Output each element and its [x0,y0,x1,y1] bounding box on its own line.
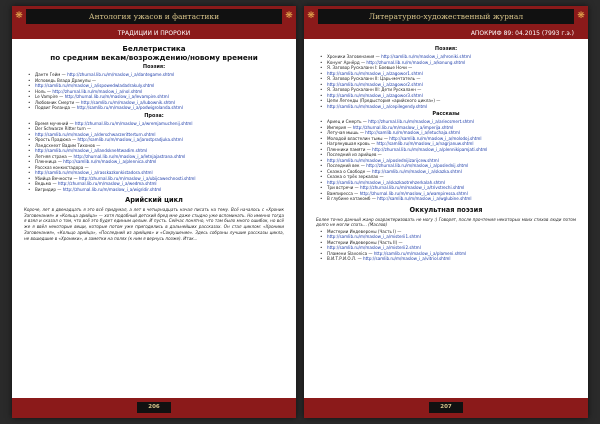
fiction-subtitle: по средним векам/возрождению/новому времени [50,53,258,62]
list-item [316,104,576,110]
item-link[interactable]: http://zhurnal.lib.ru/m/maslow_i_a/imperija.shtml [352,124,454,130]
item-link[interactable]: http://zhurnal.lib.ru/m/maslow_i_a/trivstrechi.shtml [360,185,465,190]
item-link[interactable]: http://zhurnal.lib.ru/m/maslow_i_a/levampire.shtml [64,94,169,99]
item-title: Молодой властелин тьмы — [327,135,390,141]
item-title: Данте Гейм — [35,72,68,77]
item-link[interactable]: http://samlib.ru/m/maslow_i_a/poslednijizarijcew.shtml [327,157,439,163]
item-link[interactable]: http://samlib.ru/m/maslow_i_a/jarostpradjuka.shtml [77,137,183,142]
item-title: Мистерии Индевероны (Часть I) — [327,228,402,234]
item-link[interactable]: http://samlib.ru/m/maslow_i_a/wglubine.shtml [377,196,472,201]
item-link[interactable]: http://zhurnal.lib.ru/m/maslow_i_a/ariecsmert.shtml [368,119,474,124]
item-title: Подвиг Роланда — [35,105,77,110]
item-link[interactable]: http://samlib.ru/m/maslow_i_a/podwigrolanda.shtml [76,105,183,110]
left-page [12,6,296,418]
item-link[interactable]: http://samlib.ru/m/maslow_i_a/misterii2.shtml [327,245,421,251]
item-link[interactable]: http://zhurnal.lib.ru/m/maslow_i_a/letnjajastrana.shtml [73,153,186,159]
item-link[interactable]: http://zhurnal.lib.ru/m/maslow_i_a/wremjamuchenij.shtml [74,120,193,126]
stories-list [316,119,576,202]
item-link[interactable]: http://samlib.ru/m/maslow_i_a/plameni.shtml [373,250,467,256]
item-title: Der Schwarze Ritter turn — [35,126,92,131]
item-title: Империя — [327,124,353,130]
page-number: 207 [429,402,463,413]
item-title: Le Vampire — [35,94,65,99]
right-running-title: Литературно-художественный журнал [318,9,574,24]
flame-emblem-icon: ❋ [577,11,585,21]
item-title: В.И.Т.Р.И.О.Л. — [327,256,364,262]
right-header-bar [304,6,588,28]
item-title: Последний век — [327,163,367,168]
prose-list [24,121,284,193]
item-title: Исповедь Влада Дракулы — [35,77,96,83]
poetry-cont-heading: Поэзия: [434,46,458,52]
item-link[interactable]: http://samlib.ru/m/maslow_i_a/misterii1.shtml [327,234,421,240]
item-title: Летняя страна — [35,153,74,159]
list-item [24,105,284,111]
poetry-cont-list [316,54,576,109]
item-link[interactable]: http://samlib.ru/m/maslow_i_a/landsknehtwadim.shtml [35,148,148,153]
left-footer [12,398,296,418]
item-link[interactable]: http://zhurnal.lib.ru/m/maslow_i_a/wigridir.shtml [62,186,162,192]
item-link[interactable]: http://zhurnal.lib.ru/m/maslow_i_a/dantegame.shtml [67,72,175,77]
item-title: Вигридир — [35,186,63,192]
flame-emblem-icon: ❋ [285,11,293,21]
item-link[interactable]: http://samlib.ru/m/maslow_i_a/letuchaja.shtml [365,130,461,135]
occult-list [316,229,576,262]
arthur-cycle-heading: Арийский цикл [125,196,183,204]
item-link[interactable]: http://samlib.ru/m/maslow_i_a/lubownik.shtml [80,99,176,105]
prose-heading: Проза: [144,112,164,119]
left-section-title: ТРАДИЦИИ И ПРОРОКИ [117,30,191,37]
item-link[interactable]: http://samlib.ru/m/maslow_i_a/plennica.shtml [63,159,157,164]
item-title: Убийца Вечности — [35,175,79,181]
item-title: Последний из арийцев — [327,152,382,157]
item-title: Время мучений — [35,120,75,126]
item-title: Ариец и Смерть — [327,119,369,124]
item-title: Ведьма — [35,181,58,186]
item-link[interactable]: http://samlib.ru/m/maslow_i_a/hroniki.shtml [381,54,471,59]
left-header-bar [12,6,296,28]
item-link[interactable]: http://zhurnal.lib.ru/m/maslow_i_a/plennikipamjati.shtml [372,146,488,152]
item-link[interactable]: http://zhurnal.lib.ru/m/maslow_i_a/ubijcawechnosti.shtml [78,175,196,181]
stories-heading: Рассказы [432,111,460,117]
item-title: Я. Заговор Рускаланн III: Дети Рускаланн — [327,87,422,92]
item-title: Конунг Арнёрд — [327,59,367,65]
fiction-title: Беллетристика [122,44,186,53]
item-link[interactable]: http://samlib.ru/m/maslow_i_a/derschwarzeritterturn.shtml [35,131,156,137]
item-title: Цепи Легенды (Предыстория «арийского цикла») — [327,98,441,103]
item-link[interactable]: http://samlib.ru/m/maslow_i_a/rasskazkonkistadora.shtml [35,170,153,175]
item-title: Хроники Заговенания — [327,54,382,59]
item-title: Ярость Прадюка — [35,137,78,142]
item-title: Сказка о Свободе — [327,168,372,174]
item-title: Пленница — [35,159,64,164]
item-link[interactable]: http://samlib.ru/m/maslow_i_a/vitriol.shtml [363,256,451,262]
item-title: Вампиресса — [327,190,360,196]
item-link[interactable]: http://samlib.ru/m/maslow_i_a/skazka.shtml [371,168,462,174]
right-section-title: АПОКРИФ 89: 04.2015 (7993 г.э.) [470,30,574,37]
left-content [24,44,284,392]
item-title: Летучая мышь — [327,130,366,135]
item-link[interactable]: http://samlib.ru/m/maslow_i_a/skazkaotrehzerkalah.shtml [327,179,445,185]
item-link[interactable]: http://samlib.ru/m/maslow_i_a/zagowor1.shtml [327,70,423,76]
item-title: Нагрянувшая кровь — [327,141,377,146]
flame-emblem-icon: ❋ [15,11,23,21]
occult-poetry-heading: Оккультная поэзия [409,205,483,214]
item-link[interactable]: http://zhurnal.lib.ru/m/maslow_i_a/wedma.shtml [57,181,157,186]
list-item [316,196,576,202]
poetry-list [24,72,284,111]
flame-emblem-icon: ❋ [307,11,315,21]
item-title: Пламени Slavonica — [327,250,374,256]
item-title: Пленники памяти — [327,146,373,152]
item-title: В глубине катакомб — [327,196,378,201]
item-link[interactable]: http://zhurnal.lib.ru/m/maslow_i_a/wampiressa.shtml [359,190,468,196]
item-link[interactable]: http://zhurnal.lib.ru/m/maslow_i_a/konung.shtml [366,59,466,65]
item-title: Я. Заговор Рускаланн II: Царь-мечтатель — [327,76,421,81]
arthur-cycle-text: Короче, лет в двенадцать я это всё придумал, а лет в четырнадцать начал писать на тему. Всё началось с «Хроник Заговенания» и «Кольца арийца» — хотя подобный детский бред мне даже стыдно уже вспоминать. Но именно тогда я взял и сказал о том, что всё это будет единым целым. И пусть. Сейчас понятно, что там было много ошибок, но всё же я ввёл некоторые вещи, которые потом уже пригодились в дальнейших рассказах. Он стал циклом: «Хроники Заговенания», «Кольцо арийца», «Последний из арийцев» и «Сокрушение». Здесь собраны лучшие рассказы цикла, не вошедшие в «Хроники», и заметки на полях (к ним я вернусь позже). Итак... [24,207,284,241]
item-link[interactable]: http://samlib.ru/m/maslow_i_a/cepilegendy.shtml [327,103,428,109]
item-title: Я. Заговор Рускаланн I: Боевые Ночи — [327,65,413,70]
item-title: Сказка о трёх зеркалах — [327,174,384,179]
item-title: Мистерии Индевероны (Часть II) — [327,239,403,245]
page-number: 206 [137,402,171,413]
item-link[interactable]: http://zhurnal.lib.ru/m/maslow_i_a/nol.shtml [52,88,143,94]
item-link[interactable]: http://samlib.ru/m/maslow_i_a/nagrjanuw.shtml [376,141,474,146]
item-link[interactable]: http://samlib.ru/m/maslow_i_a/zagowor2.shtml [327,81,423,87]
occult-poetry-text: Более точно данный жанр охарактеризовать не могу :) Говорят, после прочтения некоторых моих стихов люди потом долго не могли спать... (Маслов) [316,216,576,228]
list-item [316,256,576,262]
item-title: Три встречи — [327,185,361,190]
item-title: Ландсхнехт Вадим Тихонов — [35,142,101,148]
item-link[interactable]: http://zhurnal.lib.ru/m/maslow_i_a/poslednij.shtml [366,163,469,168]
item-title: Любовник Смерти — [35,99,81,105]
item-link[interactable]: http://samlib.ru/m/maslow_i_a/molodoj.shtml [389,135,482,141]
right-content [316,44,576,392]
item-title: Рассказ конкистадора — [35,164,89,170]
right-page [304,6,588,418]
list-item [24,187,284,193]
right-footer [304,398,588,418]
item-link[interactable]: http://samlib.ru/m/maslow_i_a/ispowedwladadrakuly.shtml [35,83,155,88]
poetry-heading: Поэзия: [142,64,166,70]
item-link[interactable]: http://samlib.ru/m/maslow_i_a/zagowor3.shtml [327,92,423,98]
left-running-title: Антология ужасов и фантастики [26,9,282,24]
item-title: Ноль — [35,88,53,94]
